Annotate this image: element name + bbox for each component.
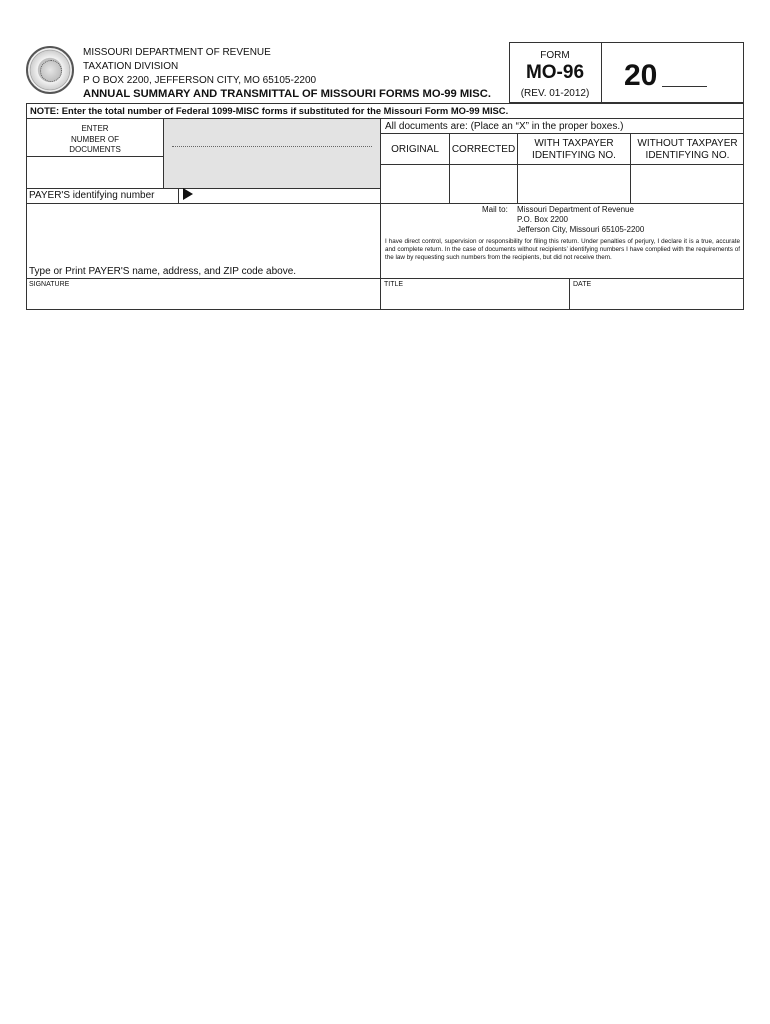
mail-to-label: Mail to: <box>482 205 508 214</box>
without-taxpayer-label <box>631 138 744 162</box>
mail-to-line-1: Missouri Department of Revenue <box>517 205 634 214</box>
payer-id-input[interactable] <box>198 190 376 202</box>
agency-address: P O BOX 2200, JEFFERSON CITY, MO 65105-2200 <box>83 75 317 86</box>
mail-to-address <box>517 205 644 235</box>
right-triangle-arrow-icon <box>183 188 193 200</box>
with-taxpayer-line-2: IDENTIFYING NO. <box>532 150 616 161</box>
with-taxpayer-line-1: WITH TAXPAYER <box>534 138 614 149</box>
without-taxpayer-line-2: IDENTIFYING NO. <box>645 150 730 161</box>
form-revision: (REV. 01-2012) <box>520 88 590 99</box>
payer-name-address-field[interactable] <box>27 204 379 264</box>
original-checkbox[interactable] <box>381 165 449 203</box>
date-input[interactable] <box>573 292 739 306</box>
missouri-state-seal-icon <box>26 46 74 94</box>
agency-name: MISSOURI DEPARTMENT OF REVENUE <box>83 47 271 58</box>
all-documents-label: All documents are: (Place an “X” in the proper boxes.) <box>385 121 624 132</box>
signature-field[interactable] <box>27 290 379 309</box>
mail-to-line-2: P.O. Box 2200 <box>517 215 568 224</box>
enter-line-1: ENTER <box>81 124 109 133</box>
enter-documents-label <box>27 124 163 156</box>
payer-id-label: PAYER'S identifying number <box>29 190 155 201</box>
perjury-declaration: I have direct control, supervision or responsibility for filing this return. Under penalties of perjury, I declare it is a true, accurate and complete return. In the case of documents without recipients’ identifying numbers I have complied with the requirements of the law by requesting such numbers from the recipients, but did not receive them. <box>385 238 740 261</box>
title-input[interactable] <box>384 292 564 306</box>
tax-year-input[interactable] <box>662 72 707 85</box>
form-number: MO-96 <box>525 62 585 83</box>
mail-to-line-3: Jefferson City, Missouri 65105-2200 <box>517 225 645 234</box>
number-of-documents-field[interactable] <box>164 119 380 188</box>
agency-division: TAXATION DIVISION <box>83 61 179 72</box>
without-taxpayer-checkbox[interactable] <box>631 165 744 203</box>
payer-name-address-label: Type or Print PAYER'S name, address, and ZIP code above. <box>29 266 297 277</box>
title-label: TITLE <box>384 281 404 288</box>
enter-line-2: NUMBER OF <box>71 134 119 144</box>
form-title: ANNUAL SUMMARY AND TRANSMITTAL OF MISSOURI FORMS MO-99 MISC. <box>83 88 491 100</box>
form-label: FORM <box>540 50 570 61</box>
with-taxpayer-checkbox[interactable] <box>518 165 630 203</box>
signature-label: SIGNATURE <box>29 281 70 288</box>
without-taxpayer-line-1: WITHOUT TAXPAYER <box>637 138 738 149</box>
note-text: NOTE: Enter the total number of Federal 1099-MISC forms if substituted for the Missouri Form MO-99 MISC. <box>30 105 509 116</box>
tax-year-prefix: 20 <box>624 59 658 92</box>
corrected-checkbox[interactable] <box>450 165 517 203</box>
corrected-label: CORRECTED <box>451 144 516 155</box>
enter-line-3: DOCUMENTS <box>69 145 121 154</box>
with-taxpayer-label <box>518 138 630 162</box>
original-label: ORIGINAL <box>391 144 439 155</box>
date-label: DATE <box>573 281 592 288</box>
